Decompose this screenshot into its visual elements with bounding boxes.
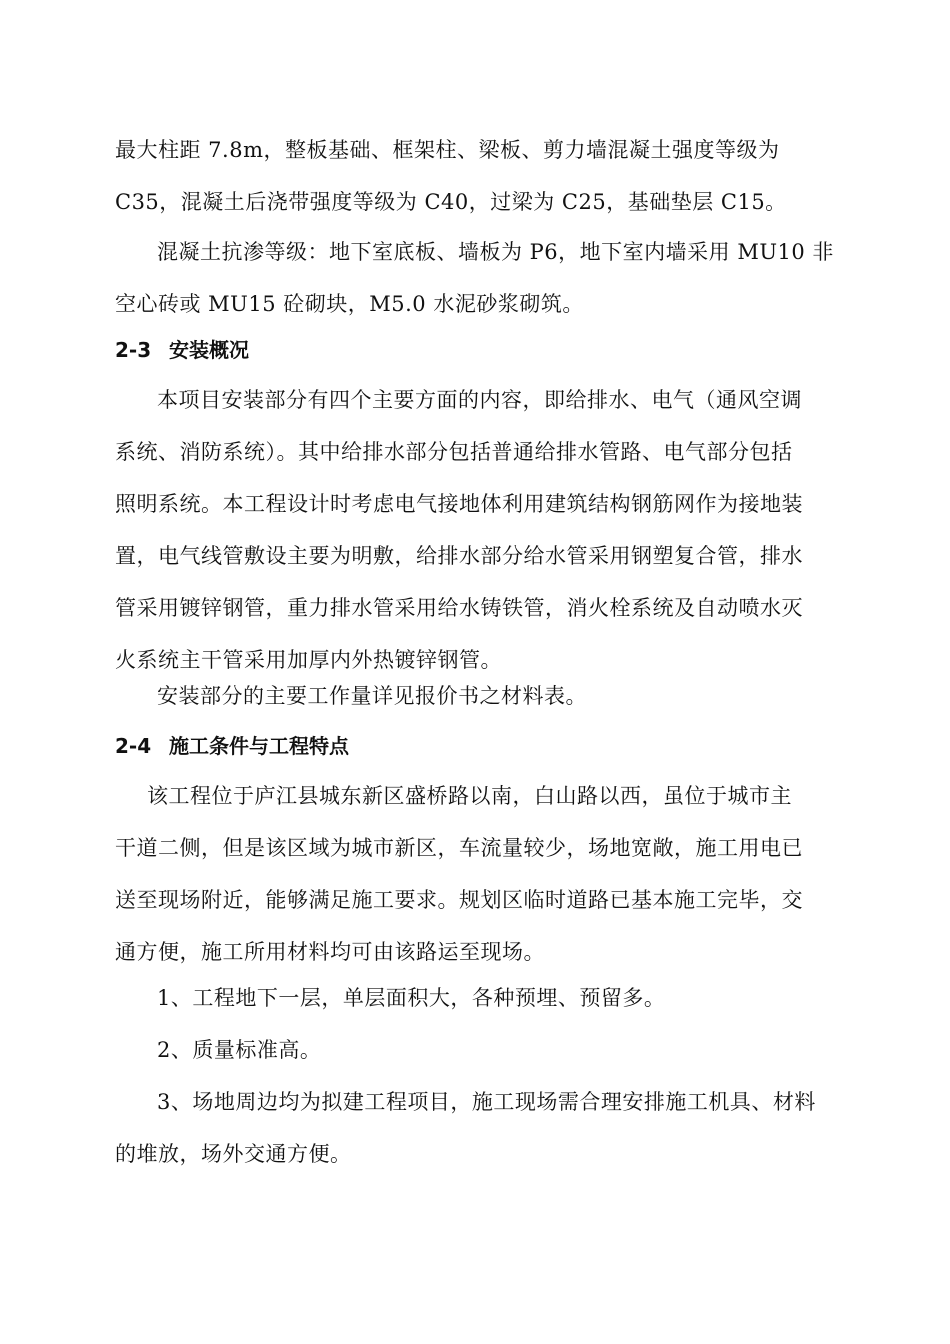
text-line: 2、质量标准高。 bbox=[157, 1038, 322, 1062]
section-heading-2-4 bbox=[115, 726, 349, 766]
text-line: 最大柱距 7.8m，整板基础、框架柱、梁板、剪力墙混凝土强度等级为 bbox=[115, 138, 780, 162]
text-line: 火系统主干管采用加厚内外热镀锌钢管。 bbox=[115, 648, 502, 672]
paragraph-workload-reference bbox=[115, 670, 840, 722]
text-line: 管采用镀锌钢管，重力排水管采用给水铸铁管，消火栓系统及自动喷水灭 bbox=[115, 596, 803, 620]
section-heading-2-3 bbox=[115, 330, 249, 370]
text-line: C35，混凝土后浇带强度等级为 C40，过梁为 C25，基础垫层 C15。 bbox=[115, 190, 787, 214]
section-number: 2-4 bbox=[115, 734, 152, 758]
text-line: 照明系统。本工程设计时考虑电气接地体利用建筑结构钢筋网作为接地装 bbox=[115, 492, 803, 516]
paragraph-structure-grades bbox=[115, 124, 840, 228]
text-line: 安装部分的主要工作量详见报价书之材料表。 bbox=[157, 684, 587, 708]
text-line: 通方便，施工所用材料均可由该路运至现场。 bbox=[115, 940, 545, 964]
text-line: 空心砖或 MU15 砼砌块，M5.0 水泥砂浆砌筑。 bbox=[115, 292, 584, 316]
text-line: 的堆放，场外交通方便。 bbox=[115, 1142, 352, 1166]
list-item-feature-2 bbox=[115, 1024, 840, 1076]
section-title: 施工条件与工程特点 bbox=[169, 734, 349, 758]
text-line: 系统、消防系统）。其中给排水部分包括普通给排水管路、电气部分包括 bbox=[115, 440, 793, 464]
text-line: 干道二侧，但是该区域为城市新区，车流量较少，场地宽敞，施工用电已 bbox=[115, 836, 803, 860]
list-item-feature-1 bbox=[115, 972, 840, 1024]
text-line: 本项目安装部分有四个主要方面的内容，即给排水、电气（通风空调 bbox=[157, 388, 802, 412]
text-line: 送至现场附近，能够满足施工要求。规划区临时道路已基本施工完毕，交 bbox=[115, 888, 803, 912]
list-item-feature-3 bbox=[115, 1076, 840, 1180]
section-title: 安装概况 bbox=[169, 338, 249, 362]
paragraph-site-conditions bbox=[115, 770, 840, 978]
text-line: 置，电气线管敷设主要为明敷，给排水部分给水管采用钢塑复合管，排水 bbox=[115, 544, 803, 568]
text-line: 该工程位于庐江县城东新区盛桥路以南，白山路以西，虽位于城市主 bbox=[147, 784, 792, 808]
text-line: 1、工程地下一层，单层面积大，各种预埋、预留多。 bbox=[157, 986, 666, 1010]
paragraph-impermeability bbox=[115, 226, 840, 330]
text-line: 3、场地周边均为拟建工程项目，施工现场需合理安排施工机具、材料 bbox=[157, 1090, 816, 1114]
paragraph-installation-overview bbox=[115, 374, 840, 686]
text-line: 混凝土抗渗等级：地下室底板、墙板为 P6，地下室内墙采用 MU10 非 bbox=[157, 240, 834, 264]
section-number: 2-3 bbox=[115, 338, 152, 362]
